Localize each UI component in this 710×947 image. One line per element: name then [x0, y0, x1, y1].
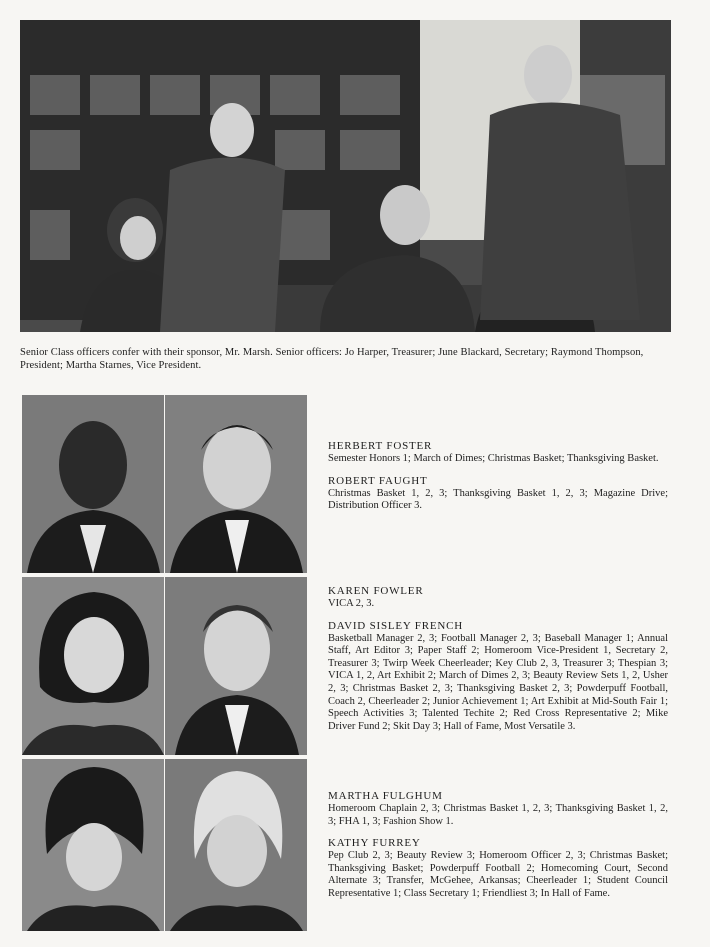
- senior-name: KATHY FURREY: [328, 837, 421, 850]
- portrait-image: [165, 759, 307, 931]
- group-photo-image: [20, 20, 671, 332]
- senior-entry: [328, 620, 668, 734]
- senior-activities: Semester Honors 1; March of Dimes; Christmas Basket; Thanksgiving Basket.: [328, 453, 659, 464]
- senior-name: KAREN FOWLER: [328, 585, 424, 597]
- portrait-herbert-foster: [22, 395, 164, 573]
- senior-entry: [328, 440, 668, 466]
- portrait-image: [165, 395, 307, 573]
- group-photo: [20, 20, 671, 332]
- senior-activities: Pep Club 2, 3; Beauty Review 3; Homeroom Officer 2, 3; Christmas Basket; Thanksgiving Basket; Powderpuff Football 2; Homecoming Court, Second Alternate 3; Transfer, McGehee, Arkansas; Cheerleader 1; Student Council Representative 1; Class Secretary 1; Friendliest 3; In Hall of Fame.: [328, 850, 668, 899]
- portrait-image: [22, 759, 164, 931]
- senior-name: DAVID SISLEY FRENCH: [328, 619, 463, 632]
- portrait-image: [165, 577, 307, 755]
- bio-group-1: [328, 440, 668, 522]
- senior-activities: Christmas Basket 1, 2, 3; Thanksgiving Basket 1, 2, 3; Magazine Drive; Distribution Officer 3.: [328, 487, 668, 512]
- senior-name: HERBERT FOSTER: [328, 440, 433, 452]
- portrait-kathy-furrey: [165, 759, 307, 931]
- senior-name: MARTHA FULGHUM: [328, 790, 443, 802]
- bio-group-3: [328, 790, 668, 910]
- portrait-robert-faught: [165, 395, 307, 573]
- senior-entry: [328, 790, 668, 828]
- portrait-image: [22, 395, 164, 573]
- portrait-karen-fowler: [22, 577, 164, 755]
- senior-activities: VICA 2, 3.: [328, 598, 375, 609]
- senior-entry: [328, 585, 668, 611]
- senior-entry: [328, 837, 668, 900]
- bio-group-2: [328, 585, 668, 742]
- senior-activities: Basketball Manager 2, 3; Football Manager 2, 3; Baseball Manager 1; Annual Staff, Art Editor 3; Paper Staff 2; Homeroom Vice-President 1, Secretary 2, Treasurer 3; Twirp Week Cheerleader; Key Club 2, 3, Treasurer 3; Thespian 3; VICA 1, 2, Art Exhibit 2; March of Dimes 2, 3; Beauty Review Sets 1, 2, Usher 2, 3; Christmas Basket 2, 3; Thanksgiving Basket 2, 3; Powderpuff Football, Coach 2, Cheerleader 2; Junior Achievement 1; Art Exhibit at Mid-South Fair 1; Speech Activities 3; Talented Techite 2; Red Cross Representative 2; Mike Driver Fund 2; Skit Day 3; Hall of Fame, Most Versatile 3.: [328, 632, 668, 732]
- portrait-image: [22, 577, 164, 755]
- group-photo-caption: Senior Class officers confer with their sponsor, Mr. Marsh. Senior officers: Jo Harper, Treasurer; June Blackard, Secretary; Raymond Thompson, President; Martha Starnes, Vice President.: [20, 347, 644, 371]
- senior-activities: Homeroom Chaplain 2, 3; Christmas Basket 1, 2, 3; Thanksgiving Basket 1, 2, 3; FHA 1, 3; Fashion Show 1.: [328, 803, 668, 827]
- portrait-martha-fulghum: [22, 759, 164, 931]
- senior-entry: [328, 475, 668, 513]
- senior-name: ROBERT FAUGHT: [328, 474, 428, 487]
- portrait-david-sisley-french: [165, 577, 307, 755]
